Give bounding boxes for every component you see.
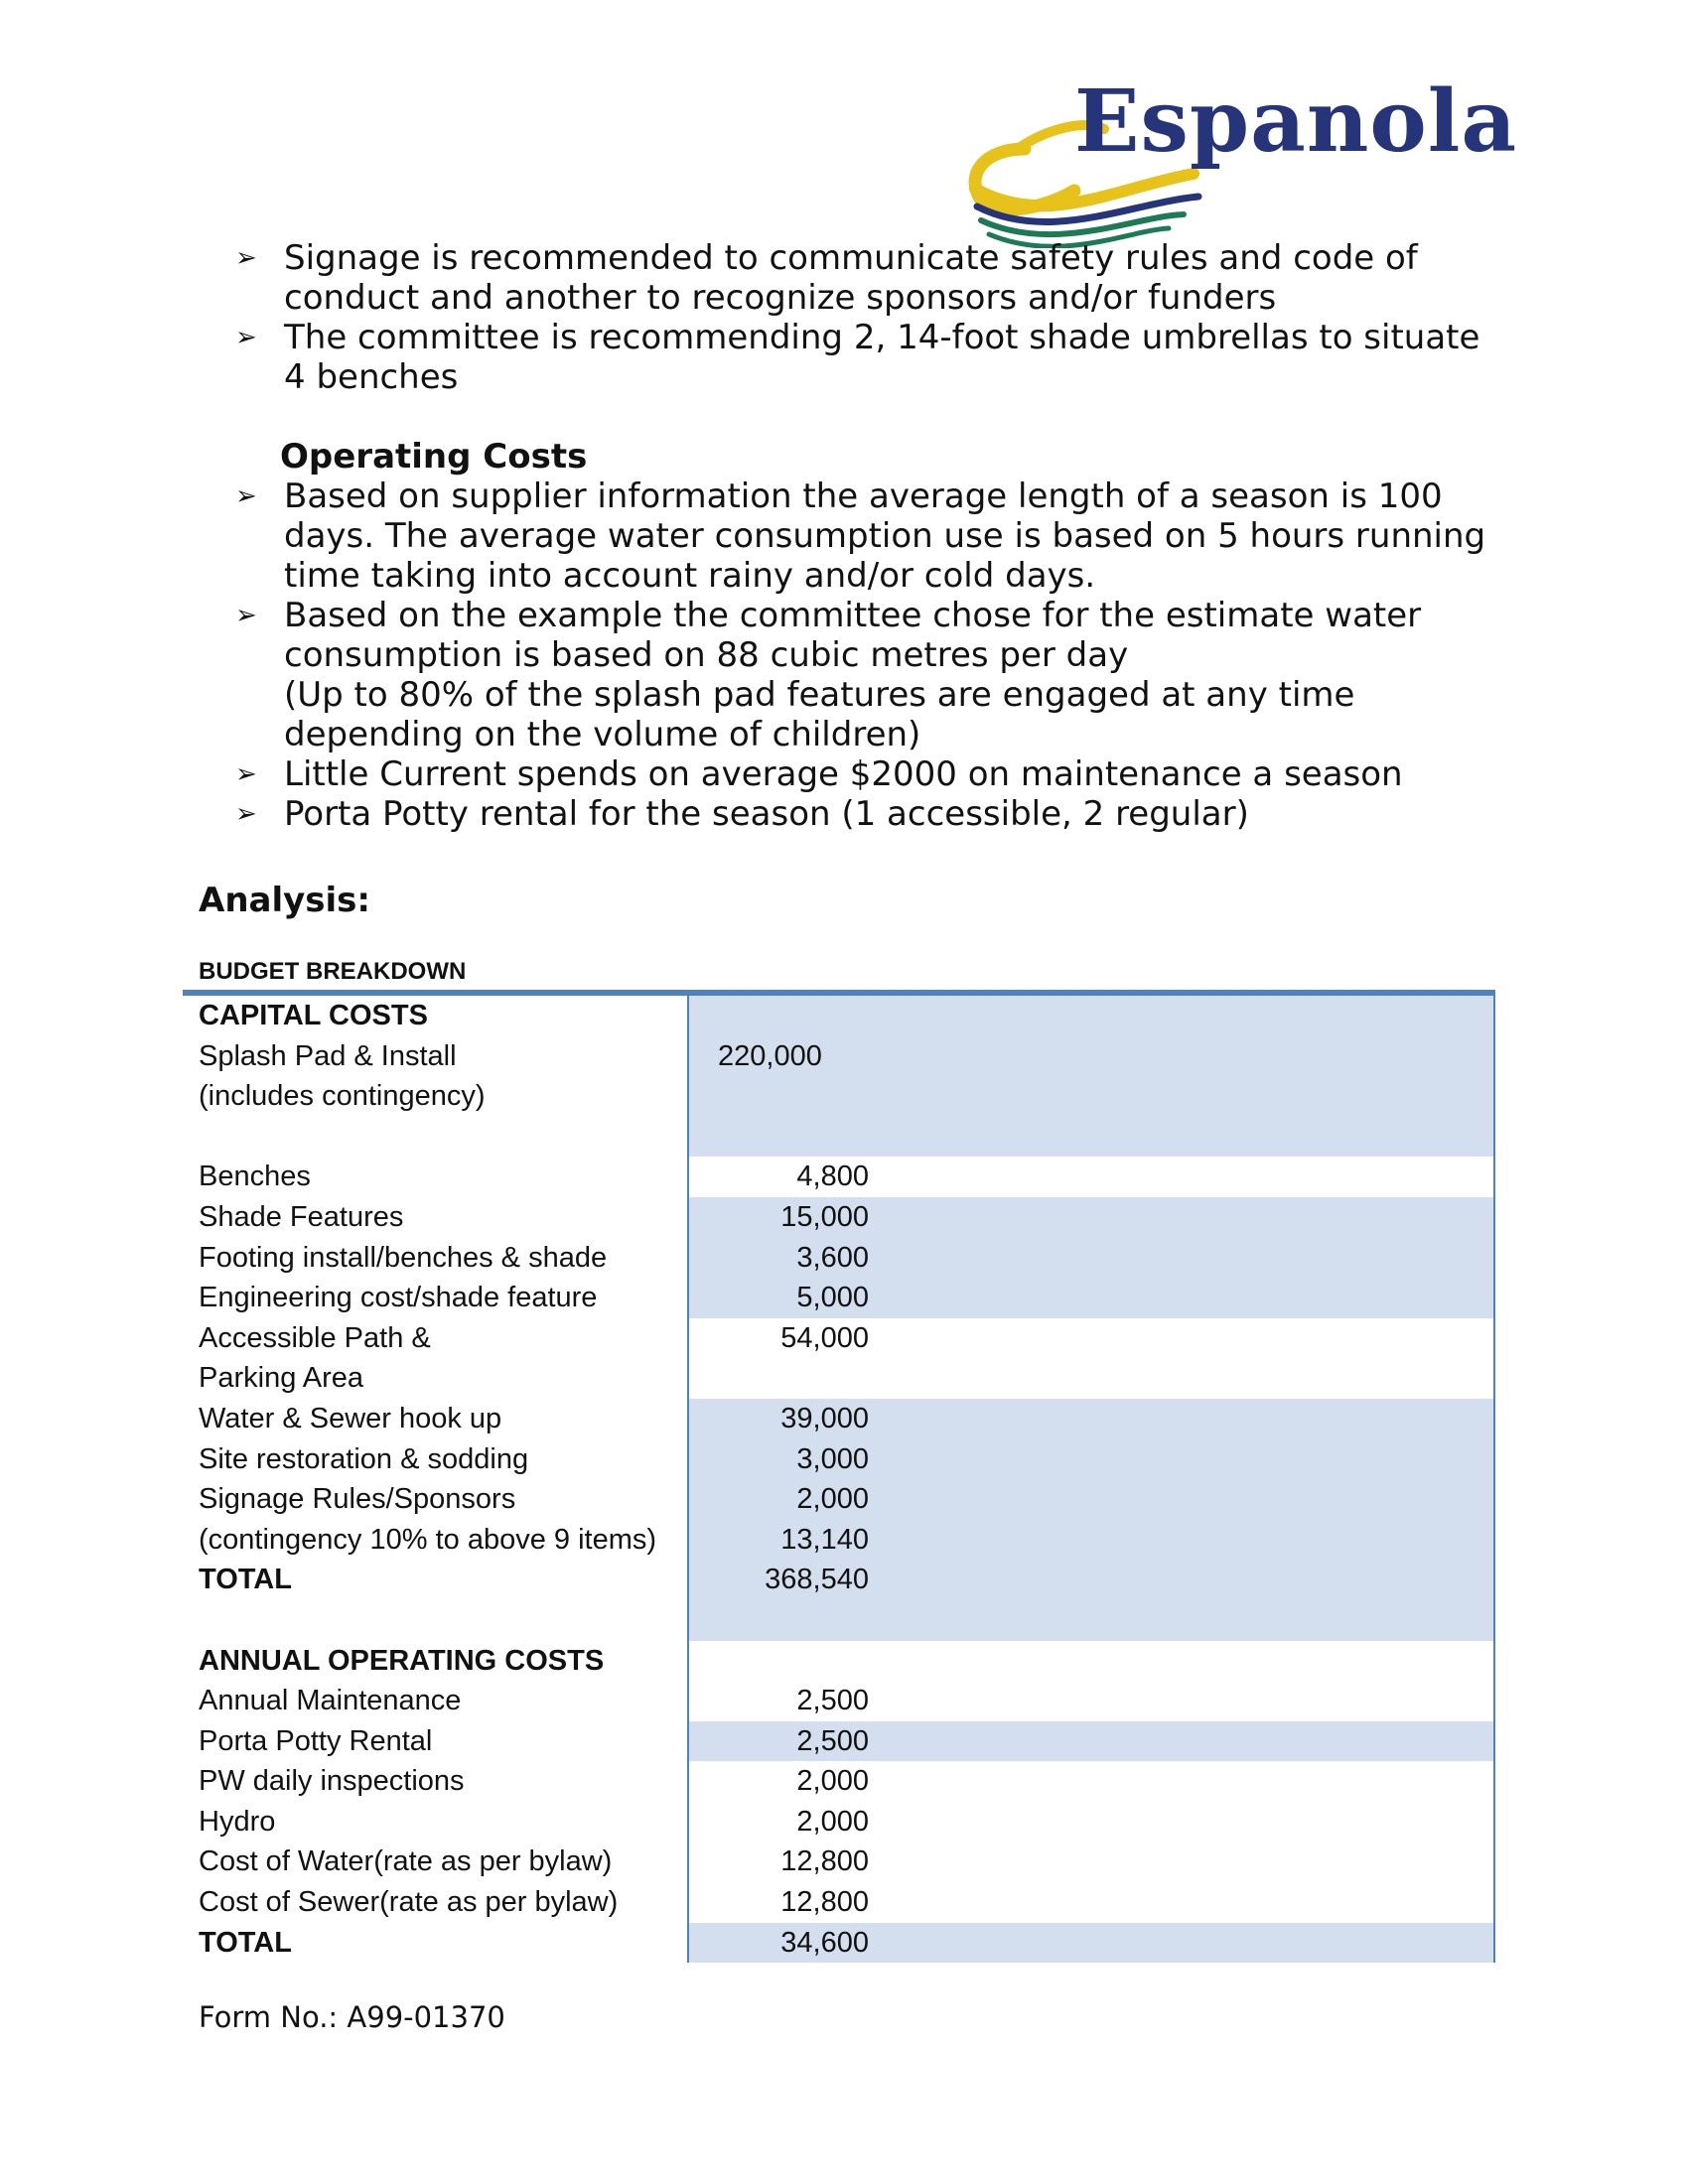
table-row [183,1721,1495,1762]
row-band [688,1641,1495,1682]
row-value: 4,800 [796,1160,869,1193]
row-value: 12,800 [780,1886,869,1919]
table-row [183,1802,1495,1843]
row-label: TOTAL [199,1564,292,1596]
table-row [183,1358,1495,1399]
row-band [688,1076,1495,1117]
row-label: Footing install/benches & shade [199,1241,608,1274]
row-label: (contingency 10% to above 9 items) [199,1523,657,1556]
budget-table [183,990,1495,1963]
arrow-bullet-icon: ➢ [235,323,257,352]
table-row [183,996,1495,1036]
row-label: Shade Features [199,1200,404,1233]
row-label: (includes contingency) [199,1080,486,1113]
row-value: 13,140 [780,1523,869,1556]
analysis-heading: Analysis: [199,881,371,920]
bullet-line: Signage is recommended to communicate safety rules and code of [284,238,1418,278]
table-row [183,1681,1495,1721]
espanola-logo [955,71,1518,248]
table-row [183,1157,1495,1197]
row-value: 220,000 [718,1039,822,1072]
bullet-line: 4 benches [284,357,459,397]
bullet-section [235,238,1526,834]
table-row [183,1076,1495,1117]
table-row [183,1036,1495,1077]
row-label: Accessible Path & [199,1321,431,1354]
table-row [183,1761,1495,1802]
bullet-line: Little Current spends on average $2000 on maintenance a season [284,754,1403,794]
bullet-umbrellas [235,318,1526,397]
row-label: Cost of Sewer(rate as per bylaw) [199,1886,619,1919]
row-value: 34,600 [780,1926,869,1959]
row-label: Parking Area [199,1362,364,1395]
bullet-line: depending on the volume of children) [284,715,921,754]
row-label: CAPITAL COSTS [199,1000,428,1031]
row-value: 2,500 [796,1724,869,1757]
table-row [183,1882,1495,1923]
logo-wordmark: Espanola [1074,71,1518,172]
bullet-maintenance [235,754,1526,794]
row-label: Porta Potty Rental [199,1724,433,1757]
row-value: 15,000 [780,1200,869,1233]
row-value: 2,000 [796,1805,869,1838]
bullet-line: (Up to 80% of the splash pad features are engaged at any time [284,675,1355,715]
table-row [183,1520,1495,1561]
arrow-bullet-icon: ➢ [235,799,257,829]
bullet-water-consumption [235,596,1526,754]
row-label: ANNUAL OPERATING COSTS [199,1644,605,1677]
row-label: Benches [199,1160,311,1193]
row-band [688,1358,1495,1399]
table-row [183,1842,1495,1882]
row-band [688,996,1495,1036]
row-value: 39,000 [780,1402,869,1434]
row-band [688,1117,1495,1158]
arrow-bullet-icon: ➢ [235,759,257,789]
row-label: Cost of Water(rate as per bylaw) [199,1845,613,1878]
row-label: Site restoration & sodding [199,1442,529,1475]
bullet-porta-potty [235,794,1526,834]
bullet-season-length [235,477,1526,596]
arrow-bullet-icon: ➢ [235,601,257,630]
form-number: Form No.: A99-01370 [199,2000,505,2034]
row-label: TOTAL [199,1926,292,1959]
table-row [183,1560,1495,1600]
row-label: Annual Maintenance [199,1685,462,1717]
table-row [183,1399,1495,1439]
arrow-bullet-icon: ➢ [235,481,257,511]
row-label: Water & Sewer hook up [199,1402,502,1434]
budget-breakdown-title: BUDGET BREAKDOWN [199,958,467,985]
bullet-line: Based on supplier information the average length of a season is 100 [284,477,1443,516]
table-row [183,1479,1495,1520]
row-value: 54,000 [780,1321,869,1354]
row-value: 3,600 [796,1241,869,1274]
table-row [183,1600,1495,1641]
row-band [688,1600,1495,1641]
row-value: 12,800 [780,1845,869,1878]
table-row [183,1197,1495,1238]
table-row [183,1278,1495,1318]
table-border-right [1493,996,1495,1963]
bullet-signage [235,238,1526,318]
table-row [183,1641,1495,1682]
row-label: Hydro [199,1805,276,1838]
row-label: Engineering cost/shade feature [199,1282,598,1314]
bullet-line: Porta Potty rental for the season (1 accessible, 2 regular) [284,794,1249,834]
row-value: 3,000 [796,1442,869,1475]
table-row [183,1117,1495,1158]
bullet-line: time taking into account rainy and/or cold days. [284,556,1096,596]
row-value: 5,000 [796,1282,869,1314]
row-value: 2,500 [796,1685,869,1717]
table-row [183,1238,1495,1279]
row-label: PW daily inspections [199,1765,465,1798]
table-row [183,1923,1495,1964]
bullet-line: conduct and another to recognize sponsors and/or funders [284,278,1277,318]
row-value: 2,000 [796,1765,869,1798]
table-divider [687,996,689,1963]
operating-costs-heading: Operating Costs [280,437,588,477]
row-value: 368,540 [765,1564,869,1596]
row-label: Splash Pad & Install [199,1039,457,1072]
arrow-bullet-icon: ➢ [235,243,257,273]
row-label: Signage Rules/Sponsors [199,1483,516,1516]
bullet-line: days. The average water consumption use is based on 5 hours running [284,516,1486,556]
table-row [183,1439,1495,1480]
row-value: 2,000 [796,1483,869,1516]
bullet-line: consumption is based on 88 cubic metres per day [284,635,1129,675]
bullet-line: Based on the example the committee chose for the estimate water [284,596,1422,635]
table-row [183,1318,1495,1359]
bullet-line: The committee is recommending 2, 14-foot shade umbrellas to situate [284,318,1480,357]
